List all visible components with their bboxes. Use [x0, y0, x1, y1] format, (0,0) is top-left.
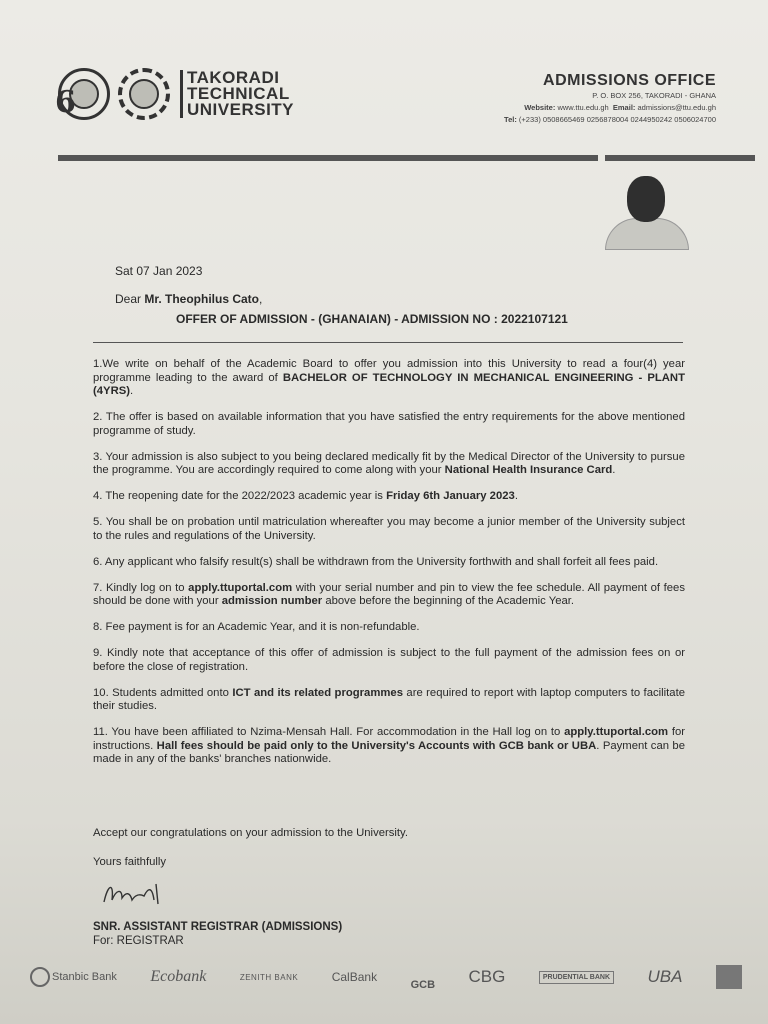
bank-logo-cbg: CBG	[468, 967, 506, 986]
university-logos	[55, 68, 295, 120]
applicant-photo	[603, 172, 691, 250]
paragraph-1: 1.We write on behalf of the Academic Board to offer you admission into this University to read a four(4) year programme leading to the award of BACHELOR OF TECHNOLOGY IN MECHANICAL ENGINEERING - PLANT (4YRS).	[93, 358, 685, 397]
paragraph-9: 9. Kindly note that acceptance of this offer of admission is subject to the full payment of the admission fees on or before the close of registration.	[93, 647, 685, 673]
bank-logo-zenith: ZENITH BANK	[239, 972, 299, 982]
paragraph-5: 5. You shall be on probation until matriculation whereafter you may become a junior member of the University subject to the rules and regulations of the University.	[93, 516, 685, 542]
header-divider-right	[605, 155, 755, 161]
bank-logo-gcb: GCB	[410, 979, 436, 991]
bank-logos-strip	[30, 962, 742, 992]
university-name-line-3: UNIVERSITY	[187, 100, 295, 119]
title-divider	[93, 342, 683, 343]
paragraph-11: 11. You have been affiliated to Nzima-Mensah Hall. For accommodation in the Hall log on to apply.ttuportal.com for instructions. Hall fees should be paid only to the University's Accounts with GCB bank or UBA. Payment can be made in any of the banks' branches nationwide.	[93, 726, 686, 765]
paragraph-8: 8. Fee payment is for an Academic Year, and it is non-refundable.	[93, 621, 420, 633]
paragraph-2: 2. The offer is based on available information that you have satisfied the entry requirements for the above mentioned programme of study.	[93, 411, 685, 437]
office-web-email: Website: www.ttu.edu.gh Email: admissions@ttu.edu.gh	[524, 103, 716, 112]
office-contact-block	[504, 72, 716, 126]
bank-logo-prudential: PRUDENTIAL BANK	[539, 971, 614, 984]
programme-name: BACHELOR OF TECHNOLOGY IN MECHANICAL ENGINEERING - PLANT (4YRS)	[93, 371, 685, 397]
paragraph-7: 7. Kindly log on to apply.ttuportal.com with your serial number and pin to view the fee schedule. All payment of fees should be done with your admission number above before the beginning of the Academic Year.	[93, 581, 685, 607]
paragraph-6: 6. Any applicant who falsify result(s) shall be withdrawn from the University forthwith and shall forfeit all fees paid.	[93, 555, 659, 568]
bank-logo-unknown	[716, 965, 742, 989]
office-website: www.ttu.edu.gh	[557, 103, 609, 112]
closing-line: Accept our congratulations on your admission to the University.	[93, 827, 409, 839]
reopening-date: Friday 6th January 2023	[386, 490, 515, 502]
recipient-name: Mr. Theophilus Cato	[144, 292, 260, 306]
university-name-line-1: TAKORADI	[187, 68, 280, 87]
stanbic-icon	[30, 967, 50, 987]
bank-box-icon	[716, 965, 742, 989]
bank-logo-uba: UBA	[647, 967, 683, 986]
anniversary-crest-icon	[55, 68, 110, 120]
university-name	[180, 70, 294, 118]
letter-date: Sat 07 Jan 2023	[115, 264, 203, 278]
office-telephone: Tel: (+233) 0508665469 0256878004 0244950242 0506024700	[504, 115, 716, 124]
signatory-block	[93, 920, 342, 948]
university-name-line-2: TECHNICAL	[187, 84, 290, 103]
bank-logo-stanbic: Stanbic Bank	[30, 967, 117, 987]
office-address: P. O. BOX 256, TAKORADI - GHANA	[592, 91, 716, 100]
paragraph-3: 3. Your admission is also subject to you being declared medically fit by the Medical Director of the University to pursue the programme. You are accordingly required to come along with your National Health Insurance Card.	[93, 450, 685, 476]
header-divider	[58, 155, 598, 161]
sign-off: Yours faithfully	[93, 856, 167, 868]
office-title: ADMISSIONS OFFICE	[543, 72, 716, 89]
paragraph-10: 10. Students admitted onto ICT and its related programmes are required to report with laptop computers to facilitate their studies.	[93, 686, 686, 712]
bank-logo-ecobank: Ecobank	[150, 968, 207, 985]
portal-link: apply.ttuportal.com	[188, 581, 293, 594]
salutation: Dear Mr. Theophilus Cato,	[115, 292, 263, 306]
letter-body	[93, 358, 685, 779]
signatory-title: SNR. ASSISTANT REGISTRAR (ADMISSIONS)	[93, 921, 343, 933]
for-registrar: For: REGISTRAR	[93, 935, 184, 947]
paragraph-4: 4. The reopening date for the 2022/2023 academic year is Friday 6th January 2023.	[93, 490, 518, 502]
signature-icon	[100, 880, 170, 908]
crest-numeral: 6	[55, 85, 76, 120]
university-gear-crest-icon	[118, 68, 170, 120]
bank-logo-calbank: CalBank	[331, 970, 378, 984]
office-email: admissions@ttu.edu.gh	[637, 103, 716, 112]
offer-title: OFFER OF ADMISSION - (GHANAIAN) - ADMISSION NO : 2022107121	[176, 312, 568, 326]
